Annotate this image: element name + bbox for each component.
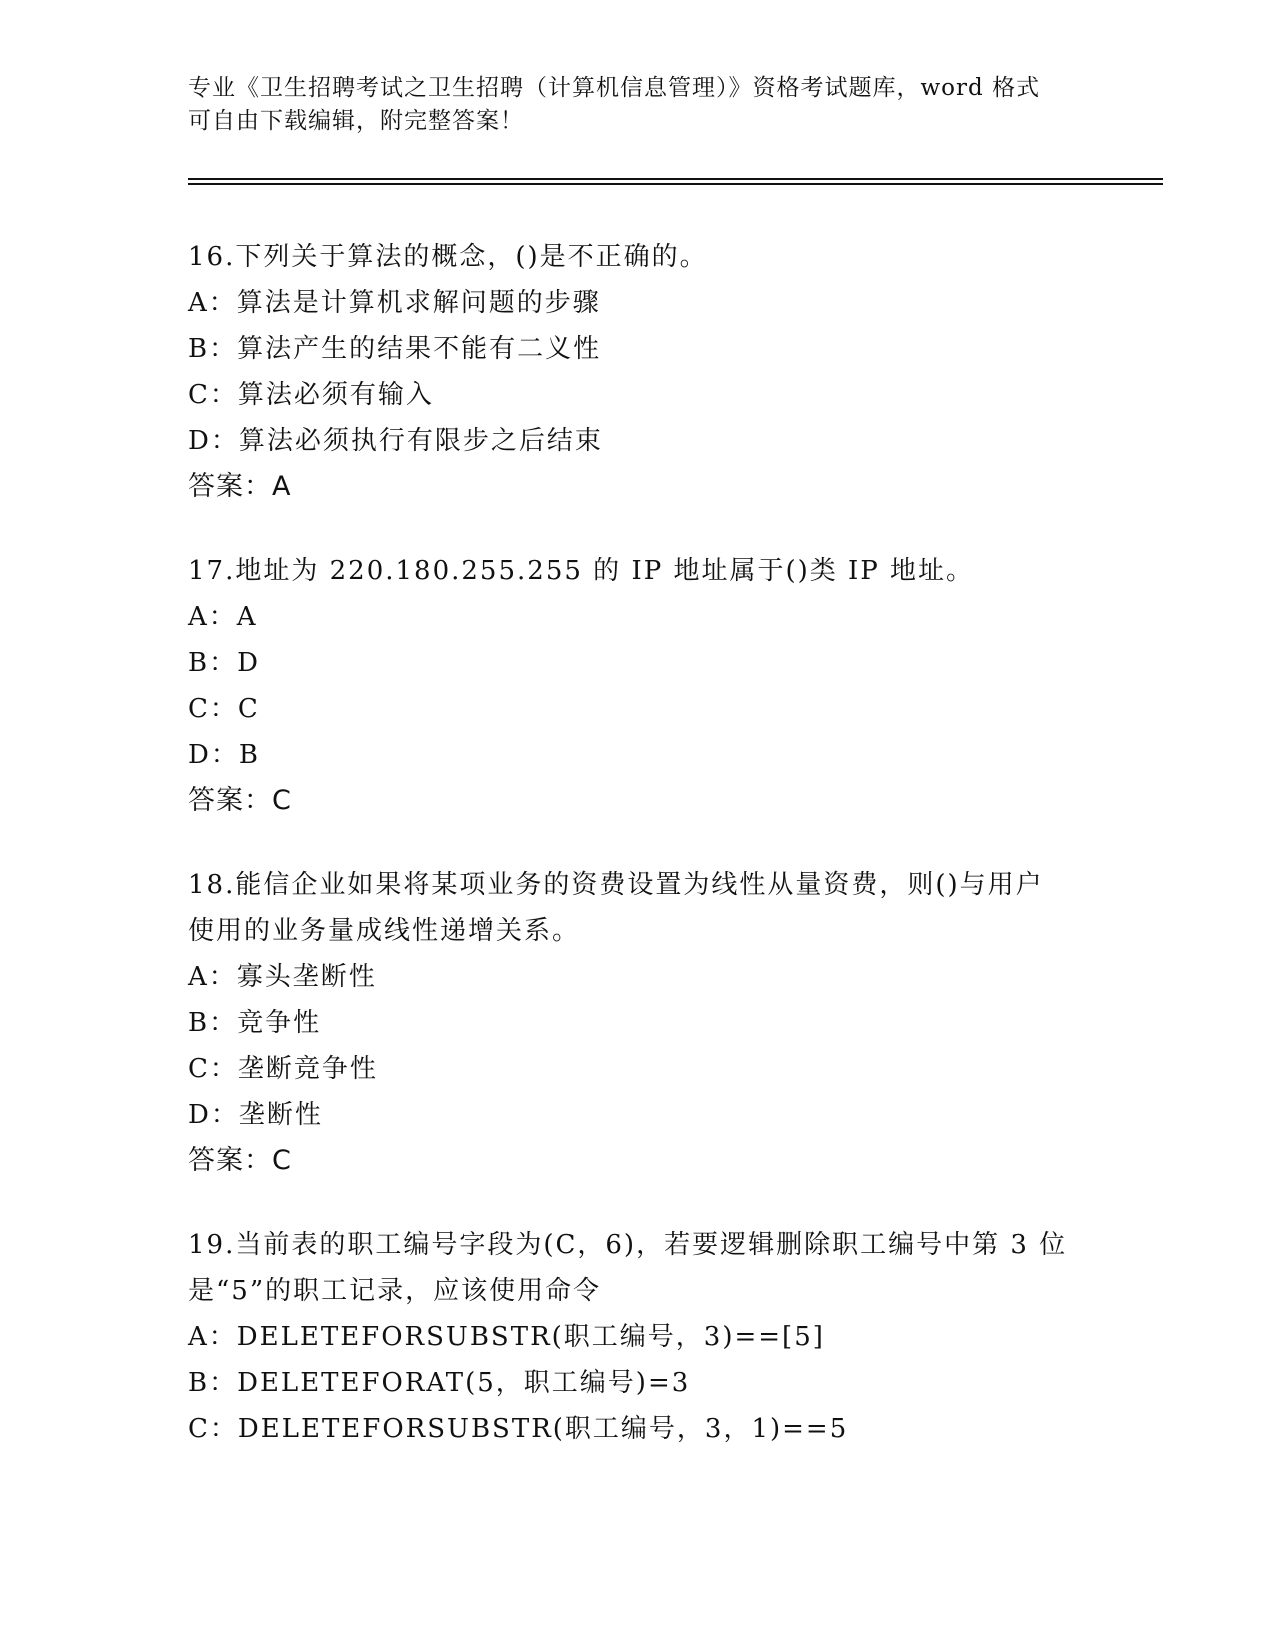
question-19 — [188, 1222, 1088, 1452]
question-17 — [188, 548, 1088, 824]
option-a: A：寡头垄断性 — [188, 962, 377, 992]
option-d: D：算法必须执行有限步之后结束 — [188, 426, 603, 456]
question-list — [188, 234, 1088, 1490]
question-stem: 16.下列关于算法的概念，()是不正确的。 — [188, 242, 708, 272]
question-18 — [188, 862, 1088, 1184]
header-line-1: 专业《卫生招聘考试之卫生招聘（计算机信息管理）》资格考试题库，word 格式 — [188, 75, 1041, 101]
option-b: B：竞争性 — [188, 1008, 322, 1038]
answer-label: 答案：C — [188, 785, 292, 816]
question-stem-line-2: 使用的业务量成线性递增关系。 — [188, 916, 581, 946]
option-b: B：DELETEFORAT(5，职工编号)=3 — [188, 1368, 691, 1398]
question-stem-line-1: 18.能信企业如果将某项业务的资费设置为线性从量资费，则()与用户 — [188, 870, 1044, 900]
header-rule-top — [188, 178, 1163, 180]
answer-label: 答案：C — [188, 1145, 292, 1176]
document-header — [188, 72, 1088, 138]
header-line-2: 可自由下载编辑，附完整答案！ — [188, 108, 524, 134]
option-c: C：算法必须有输入 — [188, 380, 434, 410]
option-c: C：DELETEFORSUBSTR(职工编号，3，1)==5 — [188, 1414, 849, 1444]
question-stem-line-2: 是“5”的职工记录，应该使用命令 — [188, 1276, 602, 1306]
option-a: A：DELETEFORSUBSTR(职工编号，3)==[5] — [188, 1322, 825, 1352]
option-a: A：A — [188, 602, 258, 632]
option-d: D：B — [188, 740, 260, 770]
option-c: C：C — [188, 694, 260, 724]
question-stem-line-1: 19.当前表的职工编号字段为(C，6)，若要逻辑删除职工编号中第 3 位 — [188, 1230, 1068, 1260]
option-c: C：垄断竞争性 — [188, 1054, 378, 1084]
option-d: D：垄断性 — [188, 1100, 323, 1130]
option-a: A：算法是计算机求解问题的步骤 — [188, 288, 601, 318]
question-16 — [188, 234, 1088, 510]
option-b: B：算法产生的结果不能有二义性 — [188, 334, 602, 364]
question-stem: 17.地址为 220.180.255.255 的 IP 地址属于()类 IP 地址。 — [188, 556, 975, 586]
option-b: B：D — [188, 648, 260, 678]
header-rule-bottom — [188, 183, 1163, 185]
answer-label: 答案：A — [188, 471, 292, 502]
